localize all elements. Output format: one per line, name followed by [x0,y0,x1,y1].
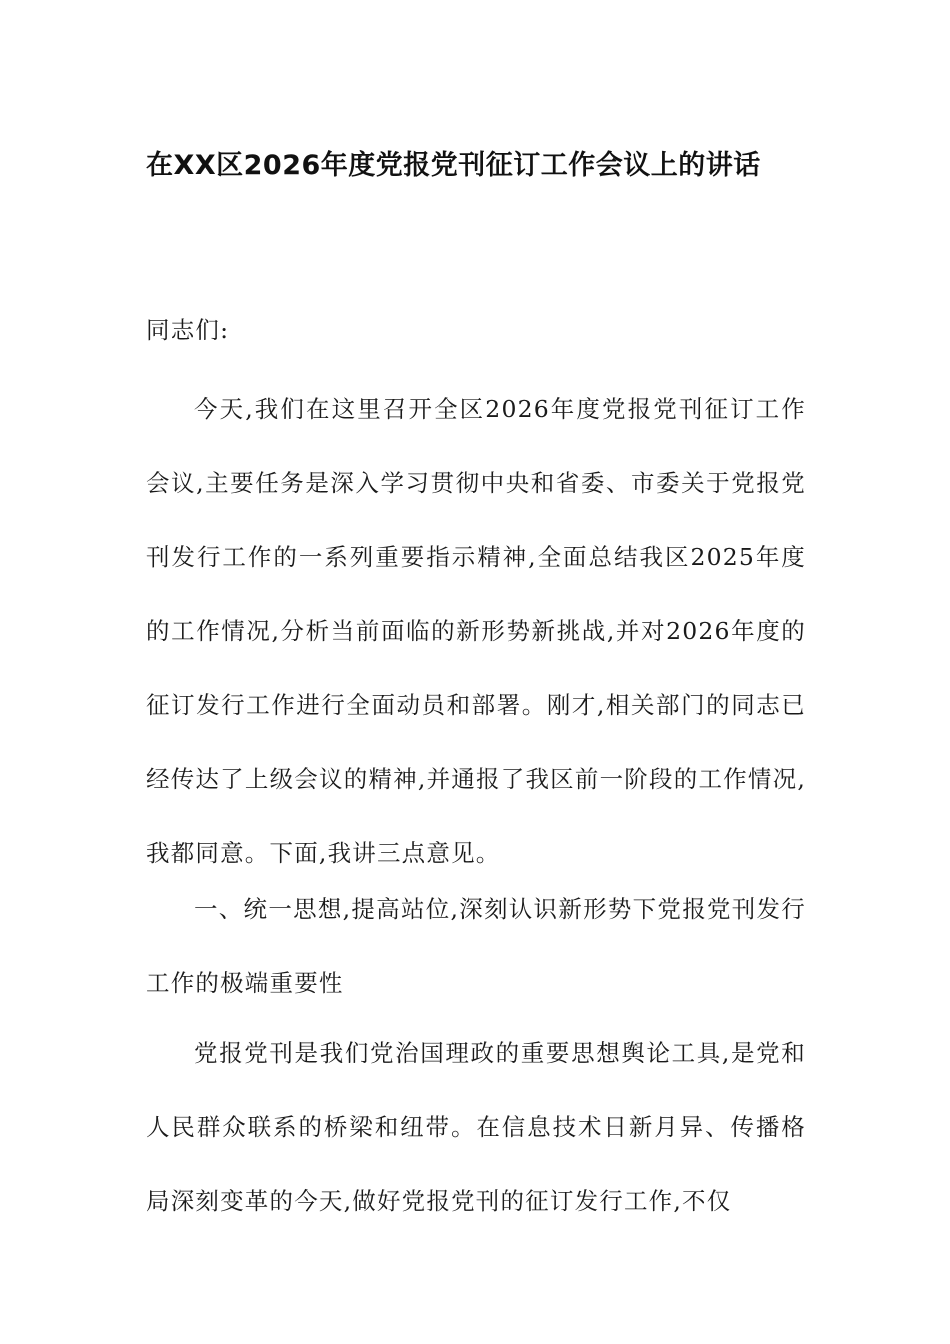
section-heading-one: 一、统一思想,提高站位,深刻认识新形势下党报党刊发行工作的极端重要性 [146,895,806,997]
salutation: 同志们: [146,316,230,344]
paragraph-opening: 今天,我们在这里召开全区2026年度党报党刊征订工作会议,主要任务是深入学习贯彻中央和省委、市委关于党报党刊发行工作的一系列重要指示精神,全面总结我区2025年度的工作情况,分析当前面临的新形势新挑战,并对2026年度的征订发行工作进行全面动员和部署。刚才,相关部门的同志已经传达了上级会议的精神,并通报了我区前一阶段的工作情况,我都同意。下面,我讲三点意见。 [146,395,806,867]
paragraph-section-one: 党报党刊是我们党治国理政的重要思想舆论工具,是党和人民群众联系的桥梁和纽带。在信息技术日新月异、传播格局深刻变革的今天,做好党报党刊的征订发行工作,不仅 [146,1039,806,1215]
document-title: 在XX区2026年度党报党刊征订工作会议上的讲话 [146,150,761,181]
